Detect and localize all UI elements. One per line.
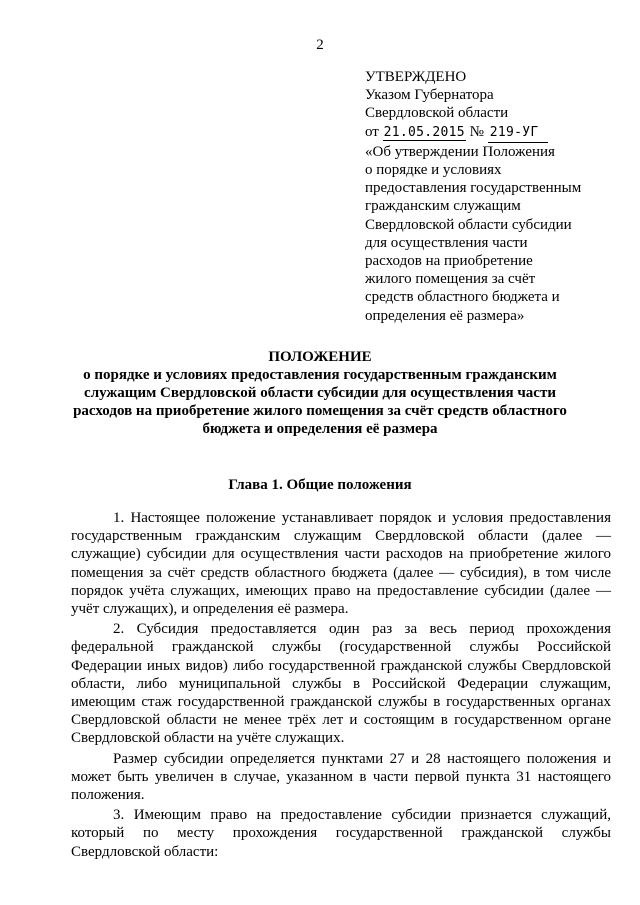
approval-number: 219-УГ bbox=[488, 124, 548, 143]
document-body bbox=[71, 509, 611, 861]
body-paragraph: Размер субсидии определяется пунктами 27 и 28 настоящего положения и может быть увеличен в случае, указанном в части первой пункта 31 настоящего положения. bbox=[71, 750, 611, 804]
approval-subject-line: определения её размера» bbox=[365, 307, 525, 324]
approval-date-line bbox=[365, 123, 635, 143]
approval-subject-line: жилого помещения за счёт bbox=[365, 271, 536, 288]
approval-subject-line: для осуществления части bbox=[365, 234, 528, 251]
approval-subject-line: о порядке и условиях bbox=[365, 162, 502, 179]
approval-number-sign: № bbox=[469, 123, 484, 140]
approval-subject-line: «Об утверждении Положения bbox=[365, 143, 555, 160]
approval-region: Свердловской области bbox=[365, 105, 509, 122]
approval-heading: УТВЕРЖДЕНО bbox=[365, 69, 467, 85]
approval-subject-line: средств областного бюджета и bbox=[365, 289, 560, 306]
document-subtitle: о порядке и условиях предоставления государственным гражданским служащим Свердловской области субсидии для осуществления части расходов на приобретение жилого помещения за счёт средств областного бюджета и определения её размера bbox=[73, 366, 567, 437]
approval-stamp-block bbox=[365, 68, 635, 325]
approval-decree: Указом Губернатора bbox=[365, 87, 494, 104]
approval-from-label: от bbox=[365, 123, 379, 140]
approval-subject bbox=[365, 143, 635, 325]
approval-date: 21.05.2015 bbox=[383, 124, 465, 140]
approval-subject-line: Свердловской области субсидии bbox=[365, 216, 572, 233]
document-title-block bbox=[70, 349, 570, 439]
approval-subject-line: предоставления государственным bbox=[365, 180, 582, 197]
document-heading: ПОЛОЖЕНИЕ bbox=[268, 349, 372, 365]
body-paragraph: 3. Имеющим право на предоставление субсидии признается служащий, который по месту прохождения государственной гражданской службы Свердловской области: bbox=[71, 807, 611, 860]
approval-subject-line: расходов на приобретение bbox=[365, 253, 533, 270]
body-paragraph: 1. Настоящее положение устанавливает порядок и условия предоставления государственным гражданским служащим Свердловской области (далее — служащие) субсидии для осуществления части расходов на приобретение жилого помещения за счёт средств областного бюджета (далее — субсидия), в том числе порядок учёта служащих, имеющих право на предоставление субсидии (далее — учёт служащих), и определения её размера. bbox=[71, 510, 611, 618]
body-paragraph: 2. Субсидия предоставляется один раз за весь период прохождения федеральной гражданской службы (государственной службы Российской Федерации иных видов) либо государственной гражданской службы Свердловской области, либо муниципальной службы в Российской Федерации служащим, имеющим стаж государственной гражданской службы в государственных органах Свердловской области не менее трёх лет и состоящим в государственном органе Свердловской области на учёте служащих. bbox=[71, 621, 611, 747]
chapter-heading: Глава 1. Общие положения bbox=[228, 477, 412, 493]
page-number: 2 bbox=[316, 37, 324, 53]
approval-subject-line: гражданским служащим bbox=[365, 198, 521, 215]
